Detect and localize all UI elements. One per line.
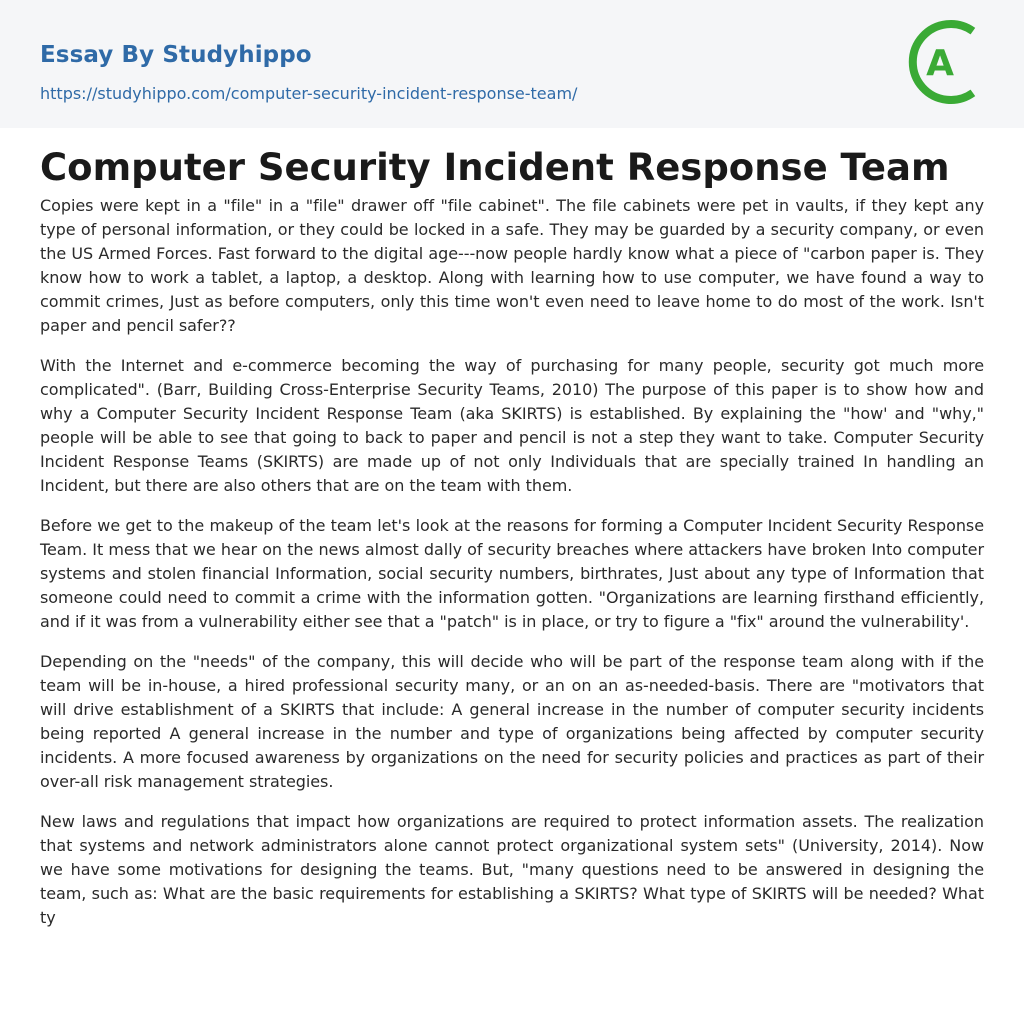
essay-body — [40, 194, 984, 946]
essay-paragraph: New laws and regulations that impact how organizations are required to protect information assets. The realization that systems and network administrators alone cannot protect organizational system sets" (University, 2014). Now we have some motivations for designing the teams. But, "many questions need to be answered in designing the team, such as: What are the basic requirements for establishing a SKIRTS? What type of SKIRTS will be needed? What ty — [40, 812, 984, 927]
site-header — [0, 0, 1024, 128]
essay-paragraph: Before we get to the makeup of the team let's look at the reasons for forming a Computer Incident Security Response Team. It mess that we hear on the news almost dally of security breaches where attackers have broken Into computer systems and stolen financial Information, social security numbers, birthrates, Just about any type of Information that someone could need to commit a crime with the information gotten. "Organizations are learning firsthand efficiently, and if it was from a vulnerability either see that a "patch" is in place, or try to figure a "fix" around the vulnerability'. — [40, 516, 984, 631]
site-brand[interactable]: Essay By Studyhippo — [40, 42, 312, 68]
essay-paragraph: Copies were kept in a "file" in a "file" drawer off "file cabinet". The file cabinets were pet in vaults, if they kept any type of personal information, or they could be locked in a safe. They may be guarded by a security company, or even the US Armed Forces. Fast forward to the digital age---now people hardly know what a piece of "carbon paper is. They know how to work a tablet, a laptop, a desktop. Along with learning how to use computer, we have found a way to commit crimes, Just as before computers, only this time won't even need to leave home to do most of the work. Isn't paper and pencil safer?? — [40, 196, 984, 335]
studyhippo-logo-icon[interactable] — [908, 18, 988, 106]
essay-paragraph: Depending on the "needs" of the company, this will decide who will be part of the response team along with if the team will be in-house, a hired professional security many, or an on an as-needed-basis. There are "motivators that will drive establishment of a SKIRTS that include: A general increase in the number of computer security incidents being reported A general increase in the number and type of organizations being affected by computer security incidents. A more focused awareness by organizations on the need for security policies and practices as part of their over-all risk management strategies. — [40, 652, 984, 791]
essay-url-link[interactable]: https://studyhippo.com/computer-security-incident-response-team/ — [40, 84, 578, 103]
essay-paragraph: With the Internet and e-commerce becoming the way of purchasing for many people, security got much more complicated". (Barr, Building Cross-Enterprise Security Teams, 2010) The purpose of this paper is to show how and why a Computer Security Incident Response Team (aka SKIRTS) is established. By explaining the "how' and "why," people will be able to see that going to back to paper and pencil is not a step they want to take. Computer Security Incident Response Teams (SKIRTS) are made up of not only Individuals that are specially trained In handling an Incident, but there are also others that are on the team with them. — [40, 356, 984, 495]
essay-title: Computer Security Incident Response Team — [40, 146, 950, 189]
logo-letter: A — [926, 43, 954, 84]
